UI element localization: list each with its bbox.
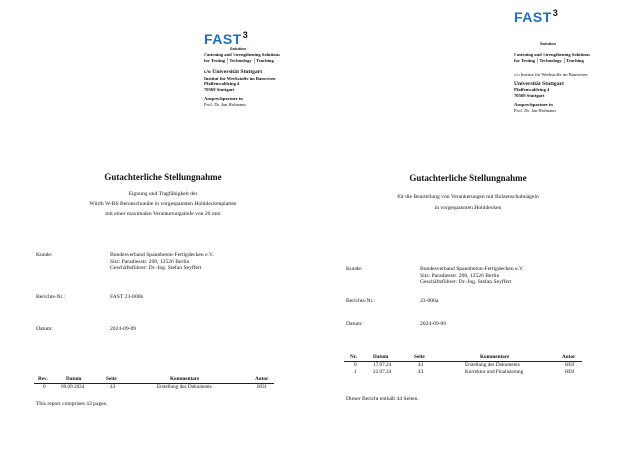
table-header-seite: Seite: [106, 376, 117, 382]
subtitle-line: Würth W-BS Betonschraube in vorgespannten Hohldeckenplatten: [89, 201, 237, 207]
contact-name: Prof. Dr. Jan Hofmann: [204, 101, 246, 107]
table-cell: HOJ: [257, 384, 267, 390]
tag-strengthening: trengthening: [235, 52, 261, 57]
logo-sub: Solution: [230, 46, 246, 51]
table-header-rev: Rev.: [38, 376, 48, 382]
kunde-label: Kunde:: [346, 266, 363, 272]
address-co: c/o Universität Stuttgart: [204, 69, 263, 75]
tag-solutions: Solutions: [260, 52, 280, 57]
logo-sub: Solution: [540, 41, 556, 46]
logo-brand: FAST: [204, 31, 242, 47]
subtitle-line: in vorgespannten Hohldecken: [434, 205, 502, 211]
table-header-seite: Seite: [414, 354, 425, 360]
table-cell: 0: [354, 362, 357, 368]
tag-line2: for Testing │Technology │Teaching: [514, 58, 584, 63]
page-title: Gutachterliche Stellungnahme: [409, 173, 527, 183]
fast-logo: [514, 9, 557, 27]
logo-superscript: 3: [242, 30, 248, 40]
tag-letter-f: F: [204, 52, 207, 57]
tag-fastening: astening: [516, 52, 534, 57]
table-cell: 43: [110, 384, 116, 390]
table-cell: HOJ: [565, 369, 575, 375]
table-header-datum: Datum: [66, 376, 82, 382]
datum-value: 2024-09-09: [110, 326, 137, 332]
kunde-line: Bundesverband Spannbeton-Fertigdecken e.V.: [110, 252, 214, 258]
table-cell: 0: [43, 384, 46, 390]
table-cell: 17.07.24: [373, 362, 392, 368]
contact-label: Ansprechpartner in: [204, 96, 243, 102]
bericht-value: FAST 23-006b: [110, 294, 144, 300]
datum-label: Datum:: [36, 326, 53, 332]
kunde-line: Bundesverband Spannbeton-Fertigdecken e.V.: [420, 266, 524, 272]
contact-label: Ansprechpartner in: [514, 102, 553, 108]
subtitle-line: Eignung und Tragfähigkeit der: [128, 191, 198, 197]
tag-and: and: [223, 52, 233, 57]
table-header-autor: Autor: [255, 376, 269, 382]
address-block: [514, 72, 588, 114]
tag-letter-s: S: [542, 52, 546, 57]
table-cell: 1: [354, 369, 357, 375]
table-cell: 43: [418, 369, 424, 375]
logo-superscript: 3: [552, 8, 558, 18]
tag-and: and: [533, 52, 543, 57]
datum-label: Datum:: [346, 321, 363, 327]
kunde-label: Kunde:: [36, 252, 53, 258]
kunde-line: Sitz: Paradiesstr. 208, 12526 Berlin: [420, 272, 500, 279]
logo-brand: FAST: [514, 9, 552, 25]
address-block: [204, 70, 276, 108]
address-uni: Universität Stuttgart: [514, 80, 564, 87]
tag-solutions: Solutions: [570, 52, 590, 57]
kunde-line: Sitz: Paradiesstr. 208, 12526 Berlin: [110, 258, 190, 265]
kunde-line: Geschäftsführer: Dr.-Ing. Stefan Seyffert: [420, 279, 512, 286]
logo-tagline: [514, 52, 590, 64]
bericht-value: 23-006a: [420, 298, 439, 304]
address-co: c/o Institut für Werkstoffe im Bauwesen: [514, 72, 588, 77]
table-cell: 22.07.24: [373, 369, 392, 375]
tag-letter-s: S: [232, 52, 236, 57]
kunde-line: Geschäftsführer: Dr.-Ing. Stefan Seyffert: [110, 265, 202, 272]
table-header-kommentare: Kommentare: [170, 376, 200, 382]
table-cell: 43: [418, 362, 424, 368]
datum-value: 2024-09-09: [420, 321, 447, 327]
address-street: Pfaffenwaldring 4: [204, 81, 240, 87]
subtitle-line: für die Beurteilung von Verankerungen mit Bolzenschubnägeln: [397, 194, 539, 200]
table-header-autor: Autor: [562, 354, 576, 360]
table-cell: HOJ: [565, 362, 575, 368]
kunde-value: [420, 266, 524, 286]
bericht-label: Berichts-Nr.:: [346, 298, 376, 304]
tag-strengthening: trengthening: [545, 52, 571, 57]
logo-tagline: [204, 52, 280, 64]
table-cell: Korrektur und Finalisierung: [465, 369, 524, 375]
page-title: Gutachterliche Stellungnahme: [104, 172, 222, 182]
tag-line2: for Testing │Technology │Teaching: [204, 58, 274, 63]
address-institute: Institut für Werkstoffe im Bauwesen: [204, 75, 276, 81]
report-cover-right: [310, 0, 620, 465]
address-city: 70569 Stuttgart: [514, 92, 545, 98]
contact-name: Prof. Dr. Jan Hofmann: [514, 107, 556, 113]
tag-fastening: astening: [206, 52, 224, 57]
table-cell: Erstellung des Dokuments: [157, 384, 212, 390]
page-count-note: This report comprises 43 pages.: [36, 401, 108, 407]
kunde-value: [110, 252, 214, 272]
address-city: 70569 Stuttgart: [204, 86, 235, 92]
table-cell: Erstellung des Dokuments: [465, 362, 520, 368]
address-street: Pfaffenwaldring 4: [514, 87, 550, 93]
table-header-kommentare: Kommentare: [480, 354, 510, 360]
table-header-datum: Datum: [373, 354, 389, 360]
subtitle-line: mit einer maximalen Verankerungstiefe von 20 mm: [105, 211, 221, 217]
table-header-nr: Nr.: [350, 354, 357, 360]
page-count-note: Dieser Bericht enthält 44 Seiten.: [346, 396, 419, 402]
bericht-label: Berichts-Nr.:: [36, 294, 66, 300]
table-cell: 09.09.2024: [61, 384, 85, 390]
tag-letter-f: F: [514, 52, 517, 57]
